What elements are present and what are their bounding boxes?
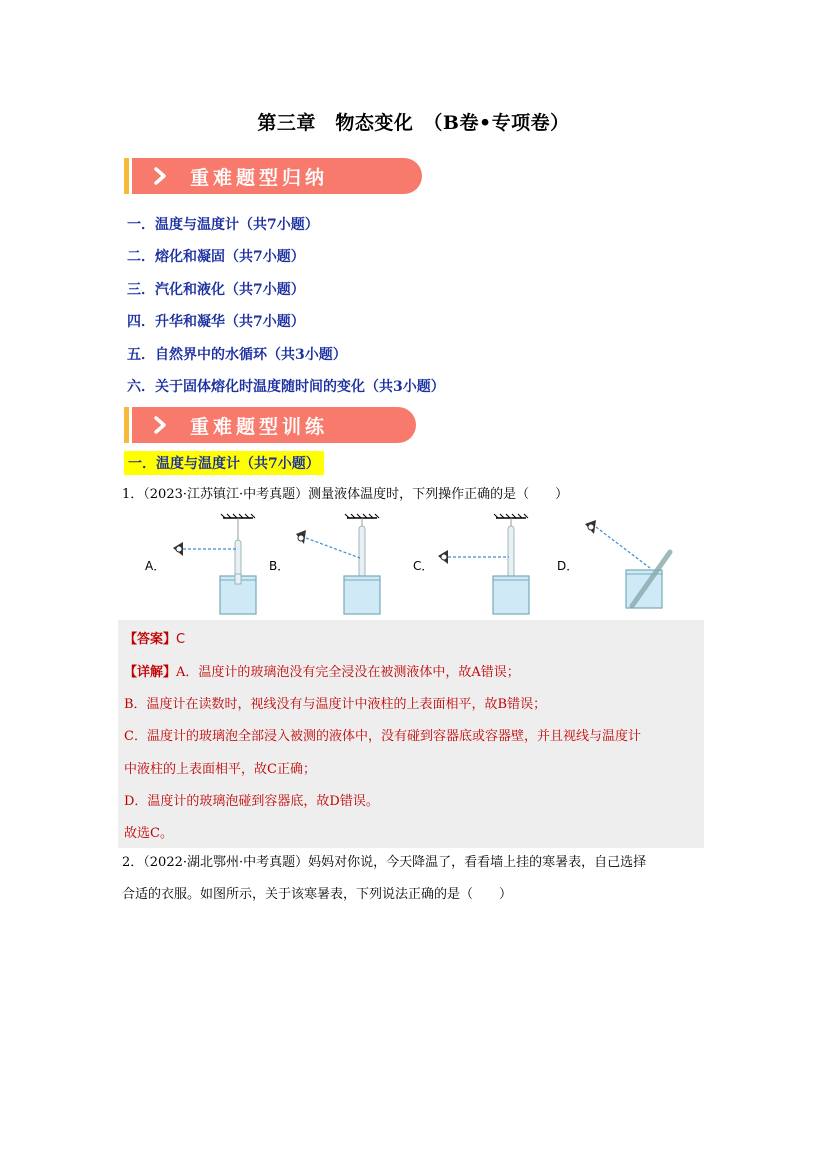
explanation-line-2: B．温度计在读数时，视线没有与温度计中液柱的上表面相平，故B错误； xyxy=(124,697,547,712)
toc-item-5[interactable]: 五．自然界中的水循环（共3小题） xyxy=(127,347,347,363)
hanger-icon xyxy=(494,514,528,518)
option-a-label: A． xyxy=(145,559,166,573)
question-1-text: 1．（2023·江苏镇江·中考真题）测量液体温度时，下列操作正确的是（ ） xyxy=(122,487,569,502)
explanation-line-5: D．温度计的玻璃泡碰到容器底，故D错误。 xyxy=(124,794,379,809)
hanger-icon xyxy=(221,514,255,518)
option-c-label: C． xyxy=(413,559,434,573)
beaker-icon xyxy=(344,576,380,614)
question-2-line-2: 合适的衣服。如图所示，关于该寒暑表，下列说法正确的是（ ） xyxy=(122,887,513,902)
toc-item-3[interactable]: 三．汽化和液化（共7小题） xyxy=(127,282,305,298)
explanation-line-6: 故选C。 xyxy=(124,826,173,841)
explanation-line-4: 中液柱的上表面相平，故C正确； xyxy=(124,762,316,777)
beaker-icon xyxy=(493,576,529,614)
banner-training-label: 重难题型训练 xyxy=(190,416,329,438)
eye-icon xyxy=(585,520,596,534)
eye-icon xyxy=(296,530,306,544)
toc-item-1[interactable]: 一．温度与温度计（共7小题） xyxy=(127,217,319,233)
question-1-figure xyxy=(130,512,690,618)
toc-item-2[interactable]: 二．熔化和凝固（共7小题） xyxy=(127,249,305,265)
banner-training xyxy=(124,407,416,443)
option-b-label: B． xyxy=(269,559,290,573)
explanation-line-3: C．温度计的玻璃泡全部浸入被测的液体中，没有碰到容器底或容器壁，并且视线与温度计 xyxy=(124,729,641,744)
toc-item-6[interactable]: 六．关于固体熔化时温度随时间的变化（共3小题） xyxy=(127,379,445,395)
page-title: 第三章 物态变化 （B卷•专项卷） xyxy=(257,112,570,134)
explanation-line-1: 【详解】A．温度计的玻璃泡没有完全浸没在被测液体中，故A错误； xyxy=(124,665,520,680)
answer-line: 【答案】C xyxy=(124,632,186,647)
eye-icon xyxy=(173,542,183,556)
banner-summary xyxy=(124,158,422,194)
question-2-line-1: 2．（2022·湖北鄂州·中考真题）妈妈对你说，今天降温了，看看墙上挂的寒暑表，自己选择 xyxy=(122,855,647,870)
option-d-label: D． xyxy=(557,559,579,573)
section-heading: 一．温度与温度计（共7小题） xyxy=(124,451,324,475)
eye-icon xyxy=(438,550,448,564)
toc-item-4[interactable]: 四．升华和凝华（共7小题） xyxy=(127,314,305,330)
banner-summary-label: 重难题型归纳 xyxy=(190,167,329,189)
hanger-icon xyxy=(345,514,379,518)
